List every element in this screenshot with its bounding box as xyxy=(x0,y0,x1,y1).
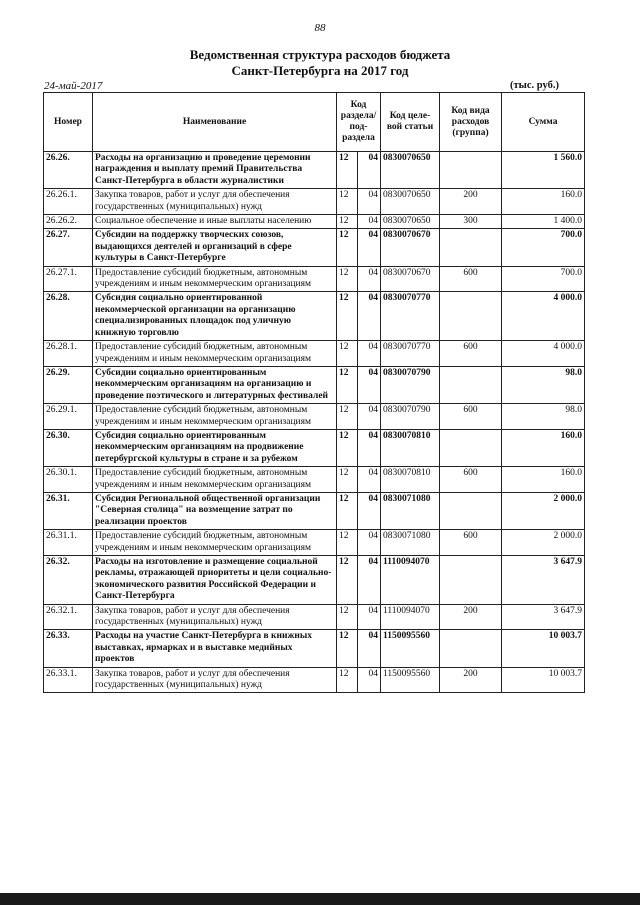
budget-table xyxy=(43,92,585,693)
row-target-code: 0830070650 xyxy=(381,189,440,215)
page-number: 88 xyxy=(314,22,326,34)
row-type-code xyxy=(440,366,502,403)
row-sum: 10 003.7 xyxy=(502,667,585,693)
row-number: 26.32. xyxy=(44,556,93,605)
row-type-code: 600 xyxy=(440,404,502,430)
row-subsection: 04 xyxy=(358,152,381,189)
unit-label: (тыс. руб.) xyxy=(510,80,559,91)
header-type: Код вида расходов (группа) xyxy=(440,93,502,152)
row-name: Закупка товаров, работ и услуг для обеспечения государственных (муниципальных) нужд xyxy=(93,667,337,693)
row-target-code: 1150095560 xyxy=(381,630,440,667)
row-type-code: 600 xyxy=(440,530,502,556)
row-subsection: 04 xyxy=(358,229,381,266)
document-date: 24-май-2017 xyxy=(44,80,103,92)
table-row xyxy=(44,366,585,403)
row-name: Предоставление субсидий бюджетным, автономным учреждениям и иным некоммерческим организациям xyxy=(93,341,337,367)
row-number: 26.32.1. xyxy=(44,604,93,630)
row-target-code: 0830070650 xyxy=(381,215,440,229)
row-type-code xyxy=(440,556,502,605)
row-name: Субсидия Региональной общественной организации "Северная столица" на возмещение затрат по реализации проектов xyxy=(93,492,337,529)
row-section: 12 xyxy=(337,404,358,430)
table-row xyxy=(44,266,585,292)
row-sum: 98.0 xyxy=(502,404,585,430)
table-body xyxy=(44,152,585,693)
row-type-code xyxy=(440,229,502,266)
row-name: Предоставление субсидий бюджетным, автономным учреждениям и иным некоммерческим организациям xyxy=(93,530,337,556)
row-number: 26.33.1. xyxy=(44,667,93,693)
table-row xyxy=(44,152,585,189)
header-sum: Сумма xyxy=(502,93,585,152)
row-subsection: 04 xyxy=(358,266,381,292)
table-row xyxy=(44,467,585,493)
row-target-code: 1110094070 xyxy=(381,556,440,605)
row-name: Расходы на изготовление и размещение социальной рекламы, отражающей приоритеты и цели социально-экономического развития Российской Федерации и Санкт-Петербурга xyxy=(93,556,337,605)
table-row xyxy=(44,292,585,341)
row-sum: 160.0 xyxy=(502,189,585,215)
row-name: Предоставление субсидий бюджетным, автономным учреждениям и иным некоммерческим организациям xyxy=(93,266,337,292)
row-section: 12 xyxy=(337,266,358,292)
row-target-code: 0830070770 xyxy=(381,341,440,367)
row-number: 26.29.1. xyxy=(44,404,93,430)
row-name: Расходы на организацию и проведение церемонии награждения и выплату премий Правительства Санкт-Петербурга в области журналистики xyxy=(93,152,337,189)
table-row xyxy=(44,341,585,367)
row-sum: 700.0 xyxy=(502,266,585,292)
row-name: Закупка товаров, работ и услуг для обеспечения государственных (муниципальных) нужд xyxy=(93,189,337,215)
row-number: 26.30. xyxy=(44,429,93,466)
table-row xyxy=(44,492,585,529)
row-type-code xyxy=(440,292,502,341)
table-row xyxy=(44,404,585,430)
title-line-1: Ведомственная структура расходов бюджета xyxy=(189,47,451,62)
row-type-code xyxy=(440,492,502,529)
row-number: 26.27. xyxy=(44,229,93,266)
row-sum: 4 000.0 xyxy=(502,341,585,367)
row-sum: 2 000.0 xyxy=(502,530,585,556)
row-section: 12 xyxy=(337,630,358,667)
row-section: 12 xyxy=(337,556,358,605)
row-number: 26.33. xyxy=(44,630,93,667)
row-subsection: 04 xyxy=(358,556,381,605)
row-target-code: 0830070650 xyxy=(381,152,440,189)
row-sum: 3 647.9 xyxy=(502,604,585,630)
row-sum: 4 000.0 xyxy=(502,292,585,341)
header-section: Код раздела/ под- раздела xyxy=(337,93,381,152)
row-subsection: 04 xyxy=(358,630,381,667)
row-section: 12 xyxy=(337,341,358,367)
row-name: Субсидии социально ориентированным некоммерческим организациям на организацию и проведение поэтического и литературных фестивалей xyxy=(93,366,337,403)
row-type-code: 600 xyxy=(440,467,502,493)
row-section: 12 xyxy=(337,467,358,493)
row-section: 12 xyxy=(337,530,358,556)
row-number: 26.29. xyxy=(44,366,93,403)
row-type-code: 600 xyxy=(440,266,502,292)
row-sum: 1 400.0 xyxy=(502,215,585,229)
table-row xyxy=(44,556,585,605)
table-row xyxy=(44,215,585,229)
row-number: 26.27.1. xyxy=(44,266,93,292)
row-target-code: 0830070790 xyxy=(381,404,440,430)
row-number: 26.26.2. xyxy=(44,215,93,229)
row-target-code: 0830070790 xyxy=(381,366,440,403)
row-number: 26.30.1. xyxy=(44,467,93,493)
row-target-code: 0830071080 xyxy=(381,530,440,556)
row-target-code: 0830071080 xyxy=(381,492,440,529)
document-title xyxy=(0,47,640,79)
title-line-2: Санкт-Петербурга на 2017 год xyxy=(231,63,409,78)
row-section: 12 xyxy=(337,667,358,693)
row-sum: 1 560.0 xyxy=(502,152,585,189)
row-target-code: 0830070810 xyxy=(381,429,440,466)
row-type-code: 200 xyxy=(440,604,502,630)
header-target: Код целе- вой статьи xyxy=(381,93,440,152)
row-section: 12 xyxy=(337,229,358,266)
row-section: 12 xyxy=(337,189,358,215)
row-subsection: 04 xyxy=(358,492,381,529)
row-name: Субсидия социально ориентированной некоммерческой организации на организацию специализированных площадок под уличную книжную торговлю xyxy=(93,292,337,341)
row-subsection: 04 xyxy=(358,404,381,430)
row-type-code xyxy=(440,429,502,466)
row-section: 12 xyxy=(337,604,358,630)
row-section: 12 xyxy=(337,366,358,403)
row-target-code: 1110094070 xyxy=(381,604,440,630)
row-target-code: 1150095560 xyxy=(381,667,440,693)
row-sum: 160.0 xyxy=(502,467,585,493)
row-name: Субсидия социально ориентированным некоммерческим организациям на продвижение петербургской культуры в стране и за рубежом xyxy=(93,429,337,466)
row-target-code: 0830070670 xyxy=(381,229,440,266)
table-header xyxy=(44,93,585,152)
row-name: Расходы на участие Санкт-Петербурга в книжных выставках, ярмарках и в выставке медийных проектов xyxy=(93,630,337,667)
row-section: 12 xyxy=(337,429,358,466)
table-row xyxy=(44,189,585,215)
row-subsection: 04 xyxy=(358,341,381,367)
row-subsection: 04 xyxy=(358,604,381,630)
row-sum: 10 003.7 xyxy=(502,630,585,667)
row-target-code: 0830070670 xyxy=(381,266,440,292)
row-sum: 2 000.0 xyxy=(502,492,585,529)
row-sum: 3 647.9 xyxy=(502,556,585,605)
row-type-code xyxy=(440,152,502,189)
row-subsection: 04 xyxy=(358,667,381,693)
row-name: Предоставление субсидий бюджетным, автономным учреждениям и иным некоммерческим организациям xyxy=(93,404,337,430)
row-name: Предоставление субсидий бюджетным, автономным учреждениям и иным некоммерческим организациям xyxy=(93,467,337,493)
row-section: 12 xyxy=(337,492,358,529)
row-type-code: 200 xyxy=(440,667,502,693)
table-row xyxy=(44,429,585,466)
row-name: Социальное обеспечение и иные выплаты населению xyxy=(93,215,337,229)
row-name: Субсидии на поддержку творческих союзов, выдающихся деятелей и организаций в сфере культуры в Санкт-Петербурге xyxy=(93,229,337,266)
table-row xyxy=(44,229,585,266)
row-number: 26.28.1. xyxy=(44,341,93,367)
table-row xyxy=(44,667,585,693)
row-subsection: 04 xyxy=(358,189,381,215)
row-sum: 98.0 xyxy=(502,366,585,403)
row-type-code xyxy=(440,630,502,667)
row-section: 12 xyxy=(337,215,358,229)
row-type-code: 300 xyxy=(440,215,502,229)
row-target-code: 0830070770 xyxy=(381,292,440,341)
row-section: 12 xyxy=(337,152,358,189)
row-target-code: 0830070810 xyxy=(381,467,440,493)
row-subsection: 04 xyxy=(358,429,381,466)
header-name: Наименование xyxy=(93,93,337,152)
row-subsection: 04 xyxy=(358,292,381,341)
scan-edge xyxy=(0,893,640,905)
row-sum: 700.0 xyxy=(502,229,585,266)
table-row xyxy=(44,630,585,667)
table-row xyxy=(44,530,585,556)
row-section: 12 xyxy=(337,292,358,341)
row-number: 26.31. xyxy=(44,492,93,529)
row-type-code: 600 xyxy=(440,341,502,367)
row-number: 26.26.1. xyxy=(44,189,93,215)
row-sum: 160.0 xyxy=(502,429,585,466)
row-type-code: 200 xyxy=(440,189,502,215)
header-number: Номер xyxy=(44,93,93,152)
row-subsection: 04 xyxy=(358,530,381,556)
row-subsection: 04 xyxy=(358,215,381,229)
table-row xyxy=(44,604,585,630)
row-number: 26.31.1. xyxy=(44,530,93,556)
row-name: Закупка товаров, работ и услуг для обеспечения государственных (муниципальных) нужд xyxy=(93,604,337,630)
row-number: 26.28. xyxy=(44,292,93,341)
row-number: 26.26. xyxy=(44,152,93,189)
row-subsection: 04 xyxy=(358,366,381,403)
row-subsection: 04 xyxy=(358,467,381,493)
